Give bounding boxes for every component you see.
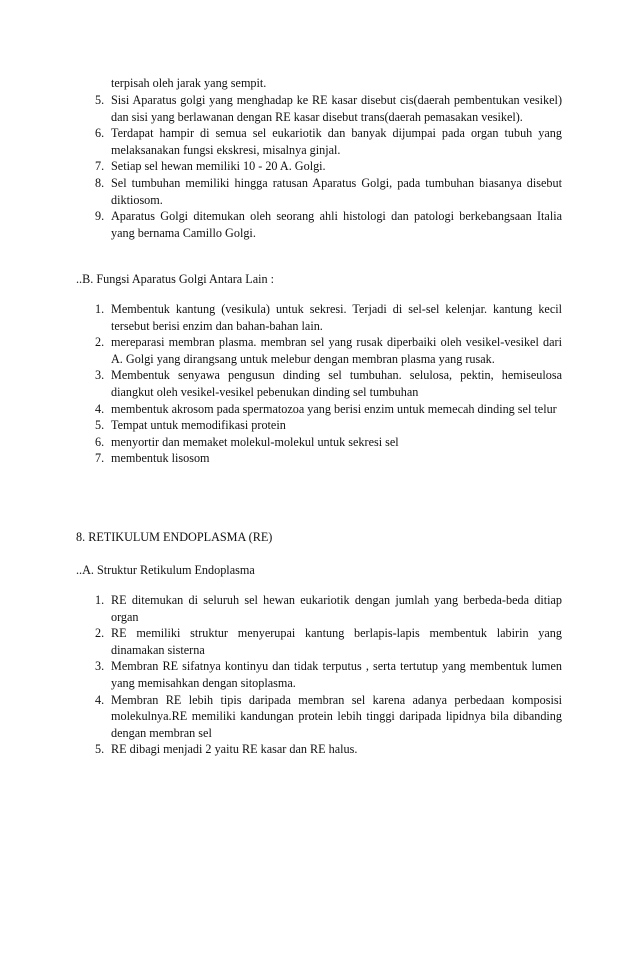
list-item-text: Membentuk kantung (vesikula) untuk sekresi. Terjadi di sel-sel kelenjar. kantung kecil tersebut berisi enzim dan bahan-bahan lain.	[111, 302, 562, 333]
list-item-text: Sisi Aparatus golgi yang menghadap ke RE kasar disebut cis(daerah pembentukan vesikel) dan sisi yang berlawanan dengan RE kasar disebut trans(daerah pemasakan vesikel).	[111, 93, 562, 124]
list-item	[76, 417, 562, 434]
list-item	[76, 334, 562, 367]
list-item	[76, 401, 562, 418]
list-item-text: RE memiliki struktur menyerupai kantung berlapis-lapis membentuk labirin yang dinamakan sisterna	[111, 626, 562, 657]
list-item-text: RE ditemukan di seluruh sel hewan eukariotik dengan jumlah yang berbeda-beda ditiap organ	[111, 593, 562, 624]
list-item	[76, 92, 562, 125]
list-item-number: 6.	[95, 434, 105, 449]
list-item-text: membentuk lisosom	[111, 451, 210, 466]
list-item-number: 5.	[95, 93, 105, 107]
list-item-number: 4.	[95, 692, 105, 707]
list-item-text: Terdapat hampir di semua sel eukariotik dan banyak dijumpai pada organ tubuh yang melaksanakan fungsi ekskresi, misalnya ginjal.	[111, 126, 562, 157]
list-item	[76, 434, 562, 451]
continuation-text: terpisah oleh jarak yang sempit.	[111, 76, 267, 90]
list-item	[76, 301, 562, 334]
list-item-number: 3.	[95, 368, 105, 383]
list-item-text: Sel tumbuhan memiliki hingga ratusan Aparatus Golgi, pada tumbuhan biasanya disebut diktiosom.	[111, 175, 562, 207]
list-item-number: 7.	[95, 159, 105, 174]
list-item-text: mereparasi membran plasma. membran sel yang rusak diperbaiki oleh vesikel-vesikel dari A. Golgi yang dirangsang untuk melebur dengan membran plasma yang rusak.	[111, 335, 562, 366]
list-item-number: 8.	[95, 175, 105, 190]
list-item-text: Membentuk senyawa pengusun dinding sel tumbuhan. selulosa, pektin, hemiseulosa diangkut oleh vesikel-vesikel pebenukan dinding sel tumbuhan	[111, 368, 562, 399]
list-item	[76, 208, 562, 241]
list-item-number: 4.	[95, 401, 105, 416]
list-item	[76, 125, 562, 158]
list-item	[76, 625, 562, 658]
list-item	[76, 692, 562, 742]
list-item-text: Tempat untuk memodifikasi protein	[111, 418, 286, 433]
list-item-number: 2.	[95, 335, 105, 350]
list-item-text: RE dibagi menjadi 2 yaitu RE kasar dan RE halus.	[111, 742, 358, 757]
list-item	[76, 175, 562, 208]
list-item-number: 6.	[95, 126, 105, 141]
list-item-number: 9.	[95, 209, 105, 224]
golgi-function-list	[76, 301, 562, 467]
re-section-heading: 8. RETIKULUM ENDOPLASMA (RE)	[76, 530, 273, 544]
list-item	[76, 367, 562, 400]
list-item	[76, 741, 562, 758]
list-item-text: menyortir dan memaket molekul-molekul untuk sekresi sel	[111, 434, 399, 449]
list-item-number: 5.	[95, 742, 105, 757]
list-item	[76, 158, 562, 175]
list-item-number: 7.	[95, 451, 105, 466]
list-item	[76, 592, 562, 625]
list-item-text: Membran RE sifatnya kontinyu dan tidak terputus , serta tertutup yang membentuk lumen yang memisahkan dengan sitoplasma.	[111, 659, 562, 690]
list-item-number: 1.	[95, 593, 105, 607]
list-item-number: 1.	[95, 302, 105, 316]
list-item-text: membentuk akrosom pada spermatozoa yang berisi enzim untuk memecah dinding sel telur	[111, 401, 557, 416]
list-item	[76, 658, 562, 691]
list-item-text: Setiap sel hewan memiliki 10 - 20 A. Golgi.	[111, 159, 326, 174]
golgi-structure-list	[76, 92, 562, 241]
list-item-number: 5.	[95, 418, 105, 433]
re-structure-list	[76, 592, 562, 758]
list-item-text: Membran RE lebih tipis daripada membran sel karena adanya perbedaan komposisi molekulnya.RE memiliki kandungan protein lebih tinggi daripada lipidnya bila dibanding dengan membran sel	[111, 692, 562, 740]
golgi-function-heading: ..B. Fungsi Aparatus Golgi Antara Lain :	[76, 272, 275, 286]
list-item-number: 3.	[95, 659, 105, 674]
list-item	[76, 450, 562, 467]
list-item-number: 2.	[95, 626, 105, 641]
list-item-text: Aparatus Golgi ditemukan oleh seorang ahli histologi dan patologi berkebangsaan Italia yang bernama Camillo Golgi.	[111, 209, 562, 240]
re-structure-heading: ..A. Struktur Retikulum Endoplasma	[76, 563, 255, 577]
